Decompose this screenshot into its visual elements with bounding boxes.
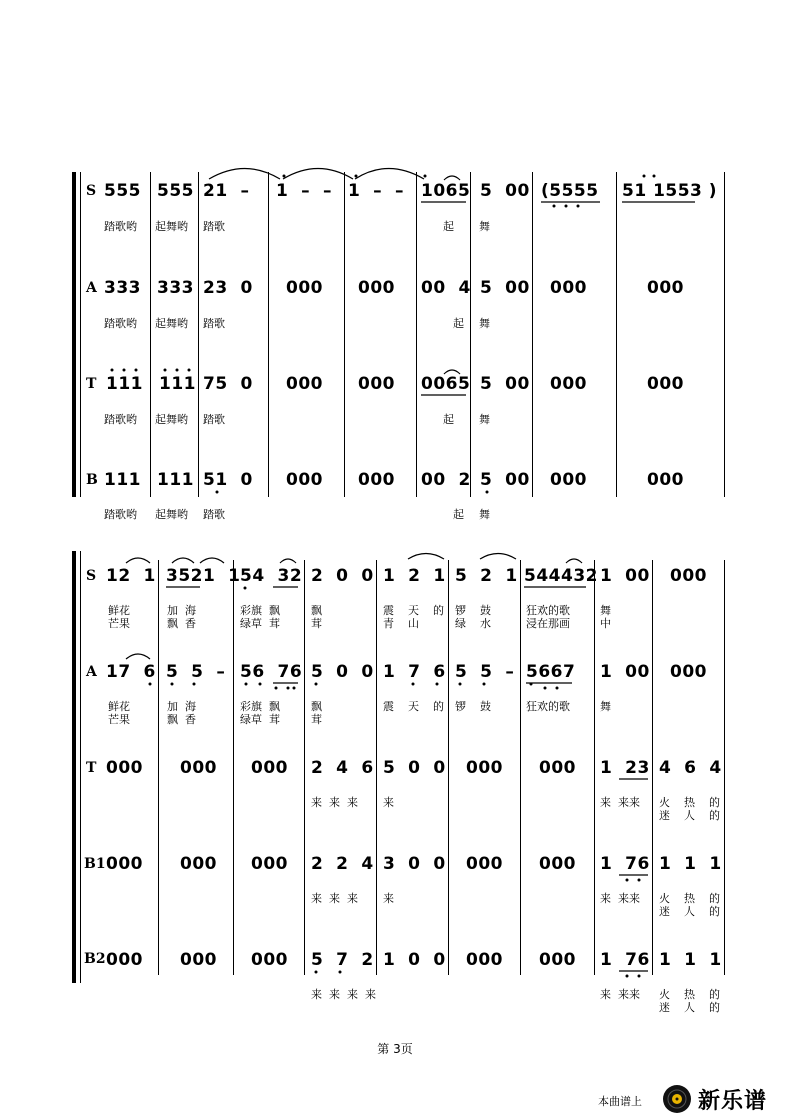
lyric: 彩旗 飘 绿草 茸 [240,604,280,630]
measure-notes: 000 [286,278,323,298]
measure-notes: 5667 [526,662,576,682]
lyric: 舞 [479,317,490,330]
lyric: 鲜花 芒果 [108,604,130,630]
measure-notes: 5 2 1 [455,566,518,586]
measure-notes: 5 5 – [455,662,515,682]
measure-notes: 51 1553 ) [622,181,718,201]
lyric: 起 [443,220,454,233]
brand-prefix: 本曲谱上 [598,1095,642,1108]
measure-notes: 000 [670,566,707,586]
brand-logo-text: 新乐谱 [698,1089,768,1114]
measure-notes: 00 2 [421,470,471,490]
measure-notes: 5 0 0 [311,662,374,682]
lyric: 震 天 的 [383,700,444,713]
voice-label: T [86,376,97,392]
lyric: 踏歌 [203,317,225,330]
lyric: 舞 [600,700,611,713]
measure-notes: 3521 1 [166,566,241,586]
measure-notes: 1 23 [600,758,650,778]
lyric: 火 热 的 迷 人 的 [659,796,720,822]
lyric: 起舞哟 [155,220,188,233]
measure-notes: 1 2 1 [383,566,446,586]
measure-notes: 1 – – [348,181,405,201]
tie-arc [355,169,424,180]
lyric: 震 天 的 青 山 [383,604,444,630]
measure-notes: 75 0 [203,374,253,394]
measure-notes: 000 [180,854,217,874]
lyric: 来 来 来 [311,796,358,809]
lyric: 来 来来 [600,796,640,809]
measure-notes: 0065 [421,374,471,394]
measure-notes: 111 [159,374,196,394]
lyric: 来 [383,892,394,905]
measure-notes: 000 [466,950,503,970]
measure-notes: 12 1 [106,566,156,586]
lyric: 来 来来 [600,988,640,1001]
lyric: 锣 鼓 绿 水 [455,604,491,630]
voice-label: S [86,568,97,584]
measure-notes: 1 00 [600,566,650,586]
lyric: 彩旗 飘 绿草 茸 [240,700,280,726]
lyric: 踏歌 [203,508,225,521]
measure-notes: 000 [539,758,576,778]
lyric: 狂欢的歌 浸在那画 [526,604,570,630]
measure-notes: 000 [106,950,143,970]
measure-notes: 111 [106,374,143,394]
measure-notes: 000 [251,950,288,970]
measure-notes: 000 [550,470,587,490]
measure-notes: 000 [180,758,217,778]
tie-arc [566,559,582,563]
measure-notes: 00 4 [421,278,471,298]
measure-notes: 000 [358,374,395,394]
measure-notes: 5 5 – [166,662,226,682]
lyric: 飘 茸 [311,604,322,630]
measure-notes: 1 1 1 [659,854,722,874]
measure-notes: 000 [550,278,587,298]
measure-notes: 23 0 [203,278,253,298]
lyric: 舞 [479,220,490,233]
measure-notes: 1 7 6 [383,662,446,682]
measure-notes: 21 – [203,181,250,201]
measure-notes: 000 [647,470,684,490]
measure-notes: 000 [106,854,143,874]
measure-notes: 555 [104,181,141,201]
tie-arc [126,558,150,563]
lyric: 舞 [479,508,490,521]
measure-notes: 1 – – [276,181,333,201]
measure-notes: 000 [251,854,288,874]
voice-label: A [86,280,97,296]
tie-arc [126,654,150,659]
measure-notes: 000 [647,278,684,298]
measure-notes: 000 [466,854,503,874]
lyric: 来 来来 [600,892,640,905]
lyric: 来 来 来 [311,892,358,905]
measure-notes: 000 [106,758,143,778]
measure-notes: 544432 [524,566,598,586]
lyric: 踏歌 [203,220,225,233]
lyric: 起 [453,317,464,330]
page-number: 第 3页 [377,1042,413,1056]
measure-notes: 000 [358,278,395,298]
lyric: 踏歌 [203,413,225,426]
tie-arc [283,169,353,180]
measure-notes: 51 0 [203,470,253,490]
tie-arc [172,558,194,563]
measure-notes: 1 0 0 [383,950,446,970]
measure-notes: 5 7 2 [311,950,374,970]
lyric: 加 海 飘 香 [167,700,196,726]
voice-label: B1 [84,856,106,872]
measure-notes: 5 00 [480,374,530,394]
lyric: 火 热 的 迷 人 的 [659,892,720,918]
lyric: 起舞哟 [155,413,188,426]
tie-arc [444,370,460,374]
measure-notes: 111 [104,470,141,490]
lyric: 踏歌哟 [104,317,137,330]
voice-label: B [86,472,98,488]
measure-notes: 000 [251,758,288,778]
measure-notes: 000 [670,662,707,682]
measure-notes: 5 00 [480,470,530,490]
measure-notes: 000 [539,854,576,874]
vinyl-record-icon [662,1084,692,1114]
tie-arc [408,554,444,560]
lyric: 起舞哟 [155,317,188,330]
lyric: 飘 茸 [311,700,322,726]
lyric: 踏歌哟 [104,413,137,426]
measure-notes: 1 76 [600,950,650,970]
tie-arc [209,169,280,180]
measure-notes: 4 6 4 [659,758,722,778]
measure-notes: 000 [180,950,217,970]
measure-notes: 54 32 [240,566,303,586]
lyric: 来 [383,796,394,809]
measure-notes: 333 [157,278,194,298]
voice-label: T [86,760,97,776]
measure-notes: (5555 [541,181,599,201]
measure-notes: 1 1 1 [659,950,722,970]
tie-arc [444,176,460,180]
lyric: 踏歌哟 [104,220,137,233]
lyric: 起 [443,413,454,426]
measure-notes: 2 0 0 [311,566,374,586]
lyric: 鲜花 芒果 [108,700,130,726]
measure-notes: 000 [647,374,684,394]
measure-notes: 1 00 [600,662,650,682]
measure-notes: 000 [550,374,587,394]
measure-notes: 000 [539,950,576,970]
measure-notes: 2 2 4 [311,854,374,874]
tie-arc [480,554,516,560]
measure-notes: 5 00 [480,278,530,298]
measure-notes: 000 [286,374,323,394]
voice-label: B2 [84,951,106,967]
lyric: 踏歌哟 [104,508,137,521]
lyric: 起舞哟 [155,508,188,521]
lyric: 火 热 的 迷 人 的 [659,988,720,1014]
lyric: 狂欢的歌 [526,700,570,713]
measure-notes: 1 76 [600,854,650,874]
voice-label: A [86,664,97,680]
voice-label: S [86,183,97,199]
measure-notes: 17 6 [106,662,156,682]
measure-notes: 3 0 0 [383,854,446,874]
lyric: 锣 鼓 [455,700,491,713]
lyric: 起 [453,508,464,521]
lyric: 舞 中 [600,604,611,630]
measure-notes: 56 76 [240,662,303,682]
measure-notes: 2 4 6 [311,758,374,778]
measure-notes: 111 [157,470,194,490]
measure-notes: 000 [358,470,395,490]
measure-notes: 1065 [421,181,471,201]
measure-notes: 555 [157,181,194,201]
measure-notes: 5 00 [480,181,530,201]
measure-notes: 5 0 0 [383,758,446,778]
measure-notes: 333 [104,278,141,298]
lyric: 加 海 飘 香 [167,604,196,630]
lyric: 舞 [479,413,490,426]
measure-notes: 000 [466,758,503,778]
tie-arc [280,559,296,563]
measure-notes: 000 [286,470,323,490]
lyric: 来 来 来 来 [311,988,376,1001]
tie-arc [200,558,224,563]
